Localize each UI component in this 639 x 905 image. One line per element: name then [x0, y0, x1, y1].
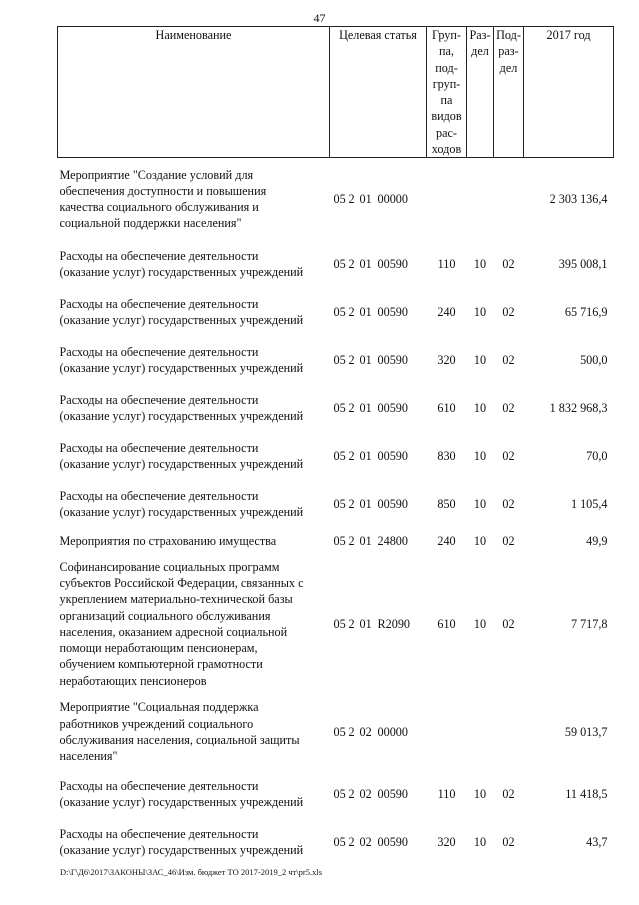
row-name-line: неработающих пенсионеров: [59, 673, 207, 688]
section-cell: 10: [473, 256, 487, 271]
subsection-cell: 02: [502, 448, 515, 463]
row-name-line: Мероприятия по страхованию имущества: [59, 533, 277, 548]
row-name-line: Расходы на обеспечение деятельности: [59, 248, 259, 263]
table-row: [58, 240, 614, 288]
row-name-cell: [58, 288, 330, 336]
row-name-line: Мероприятие "Создание условий для: [59, 167, 254, 182]
target-article-cell: [330, 384, 427, 432]
expense-group-cell: [427, 158, 467, 240]
subsection-cell: 02: [502, 786, 515, 801]
row-name-line: (оказание услуг) государственных учреждений: [59, 794, 304, 809]
target-article-cell: [330, 432, 427, 480]
direction-code: 00590: [377, 304, 408, 319]
header-line: раз-: [498, 44, 519, 59]
row-name-line: (оказание услуг) государственных учреждений: [59, 312, 304, 327]
measure-code: 02: [359, 724, 372, 739]
header-line: па,: [439, 44, 454, 59]
amount-2017-cell: 43,7: [586, 834, 608, 849]
footer-file-path: D:\Г\Д6\2017\ЗАКОНЫ\ЗАС_46\Изм. бюджет ТО 2017-2019_2 чт\pr5.xls: [60, 867, 323, 877]
row-name-line: помощи неработающим пенсионерам,: [59, 641, 258, 656]
direction-code: 00000: [377, 191, 408, 206]
program-code: 05: [333, 191, 346, 206]
direction-code: 00590: [377, 400, 408, 415]
table-row: [58, 528, 614, 554]
program-code: 05: [333, 400, 346, 415]
direction-code: 00590: [377, 352, 408, 367]
expense-group-cell: 850: [437, 496, 456, 511]
row-name-line: Расходы на обеспечение деятельности: [59, 778, 259, 793]
header-line: дел: [471, 44, 489, 59]
row-name-line: Расходы на обеспечение деятельности: [59, 826, 259, 841]
header-line: видов: [431, 109, 462, 124]
direction-code: 00000: [377, 724, 408, 739]
table-row: [58, 336, 614, 384]
subprogram-code: 2: [348, 304, 355, 319]
subprogram-code: 2: [348, 786, 355, 801]
target-article-cell: [330, 480, 427, 528]
program-code: 05: [333, 834, 346, 849]
header-line: рас-: [436, 125, 457, 140]
row-name-line: (оказание услуг) государственных учреждений: [59, 360, 304, 375]
measure-code: 01: [359, 256, 372, 271]
target-article-cell: [330, 336, 427, 384]
header-line: Под-: [496, 28, 521, 42]
program-code: 05: [333, 724, 346, 739]
row-name-line: организаций социального обслуживания: [59, 608, 271, 623]
row-name-cell: [58, 384, 330, 432]
amount-2017-cell: 1 832 968,3: [549, 400, 608, 415]
page-number: 47: [313, 11, 326, 25]
header-line: ходов: [431, 142, 462, 157]
table-row: [58, 554, 614, 694]
measure-code: 01: [359, 496, 372, 511]
section-cell: 10: [473, 496, 487, 511]
program-code: 05: [333, 448, 346, 463]
subprogram-code: 2: [348, 448, 355, 463]
program-code: 05: [333, 496, 346, 511]
expense-group-cell: 830: [437, 448, 456, 463]
target-article-cell: [330, 288, 427, 336]
target-article-cell: [330, 158, 427, 240]
amount-2017-cell: 11 418,5: [565, 786, 608, 801]
table-row: [58, 694, 614, 770]
subsection-cell: 02: [502, 352, 515, 367]
program-code: 05: [333, 304, 346, 319]
measure-code: 02: [359, 786, 372, 801]
measure-code: 01: [359, 304, 372, 319]
target-article-cell: [330, 528, 427, 554]
expense-group-cell: [427, 694, 467, 770]
section-cell: 10: [473, 400, 487, 415]
expense-group-cell: 110: [437, 256, 456, 271]
header-group: [427, 27, 467, 158]
row-name-line: Расходы на обеспечение деятельности: [59, 488, 259, 503]
direction-code: 00590: [377, 496, 408, 511]
row-name-line: Софинансирование социальных программ: [59, 559, 280, 574]
row-name-line: (оказание услуг) государственных учреждений: [59, 264, 304, 279]
header-target-article: Целевая статья: [330, 27, 427, 158]
header-name: Наименование: [58, 27, 330, 158]
header-line: па: [440, 93, 453, 108]
row-name-line: Мероприятие "Социальная поддержка: [59, 700, 259, 715]
row-name-line: населения": [59, 749, 118, 764]
amount-2017-cell: 70,0: [586, 448, 608, 463]
amount-2017-cell: 7 717,8: [570, 616, 608, 631]
measure-code: 01: [359, 191, 372, 206]
section-cell: 10: [473, 616, 487, 631]
measure-code: 01: [359, 533, 372, 548]
row-name-line: обучением компьютерной грамотности: [59, 657, 263, 672]
measure-code: 01: [359, 352, 372, 367]
header-line: Раз-: [469, 28, 491, 42]
amount-2017-cell: 1 105,4: [570, 496, 608, 511]
subsection-cell: 02: [502, 616, 515, 631]
subsection-cell: [494, 158, 524, 240]
row-name-line: Расходы на обеспечение деятельности: [59, 296, 259, 311]
target-article-cell: [330, 554, 427, 694]
subsection-cell: 02: [502, 304, 515, 319]
section-cell: 10: [473, 786, 487, 801]
table-row: [58, 384, 614, 432]
row-name-cell: [58, 554, 330, 694]
row-name-cell: [58, 240, 330, 288]
row-name-line: работников учреждений социального: [59, 716, 254, 731]
header-subsection: [494, 27, 524, 158]
row-name-line: (оказание услуг) государственных учреждений: [59, 408, 304, 423]
subprogram-code: 2: [348, 400, 355, 415]
section-cell: [467, 694, 494, 770]
header-line: груп-: [432, 76, 461, 91]
target-article-cell: [330, 818, 427, 866]
row-name-line: (оказание услуг) государственных учреждений: [59, 842, 304, 857]
subsection-cell: 02: [502, 533, 515, 548]
amount-2017-cell: 500,0: [580, 352, 608, 367]
amount-2017-cell: 2 303 136,4: [549, 191, 608, 206]
row-name-cell: [58, 432, 330, 480]
measure-code: 01: [359, 616, 372, 631]
expense-group-cell: 320: [437, 352, 456, 367]
amount-2017-cell: 49,9: [586, 533, 608, 548]
row-name-line: субъектов Российской Федерации, связанных с: [59, 575, 304, 590]
subsection-cell: 02: [502, 834, 515, 849]
program-code: 05: [333, 786, 346, 801]
program-code: 05: [333, 256, 346, 271]
direction-code: 00590: [377, 256, 408, 271]
row-name-line: укреплением материально-технической базы: [59, 592, 293, 607]
header-line: под-: [435, 60, 458, 75]
measure-code: 01: [359, 400, 372, 415]
subprogram-code: 2: [348, 533, 355, 548]
row-name-cell: [58, 480, 330, 528]
amount-2017-cell: 395 008,1: [558, 256, 608, 271]
row-name-line: социальной поддержки населения": [59, 216, 242, 231]
section-cell: [467, 158, 494, 240]
row-name-line: населения, оказанием адресной социальной: [59, 624, 288, 639]
amount-2017-cell: 65 716,9: [564, 304, 608, 319]
program-code: 05: [333, 533, 346, 548]
table-row: [58, 432, 614, 480]
direction-code: 00590: [377, 448, 408, 463]
section-cell: 10: [473, 304, 487, 319]
direction-code: R2090: [377, 616, 411, 631]
row-name-line: обслуживания населения, социальной защиты: [59, 732, 300, 747]
section-cell: 10: [473, 352, 487, 367]
subprogram-code: 2: [348, 496, 355, 511]
table-row: [58, 480, 614, 528]
direction-code: 00590: [377, 786, 408, 801]
subprogram-code: 2: [348, 352, 355, 367]
amount-2017-cell: 59 013,7: [564, 724, 608, 739]
table-row: [58, 158, 614, 240]
row-name-line: обеспечения доступности и повышения: [59, 183, 267, 198]
row-name-cell: [58, 818, 330, 866]
subsection-cell: 02: [502, 496, 515, 511]
target-article-cell: [330, 694, 427, 770]
expense-group-cell: 240: [437, 533, 456, 548]
section-cell: 10: [473, 448, 487, 463]
row-name-cell: [58, 528, 330, 554]
row-name-cell: [58, 770, 330, 818]
expense-group-cell: 610: [437, 616, 456, 631]
subprogram-code: 2: [348, 191, 355, 206]
row-name-cell: [58, 158, 330, 240]
direction-code: 00590: [377, 834, 408, 849]
row-name-cell: [58, 336, 330, 384]
subprogram-code: 2: [348, 616, 355, 631]
subsection-cell: 02: [502, 400, 515, 415]
measure-code: 02: [359, 834, 372, 849]
section-cell: 10: [473, 533, 487, 548]
header-year-2017: 2017 год: [524, 27, 614, 158]
section-cell: 10: [473, 834, 487, 849]
row-name-line: Расходы на обеспечение деятельности: [59, 392, 259, 407]
program-code: 05: [333, 352, 346, 367]
row-name-cell: [58, 694, 330, 770]
table-header-row: [58, 27, 614, 158]
measure-code: 01: [359, 448, 372, 463]
expense-group-cell: 320: [437, 834, 456, 849]
table-row: [58, 770, 614, 818]
table-row: [58, 288, 614, 336]
row-name-line: (оказание услуг) государственных учреждений: [59, 456, 304, 471]
subsection-cell: 02: [502, 256, 515, 271]
direction-code: 24800: [377, 533, 408, 548]
table-row: [58, 818, 614, 866]
subprogram-code: 2: [348, 834, 355, 849]
expense-group-cell: 240: [437, 304, 456, 319]
table-body: [58, 158, 614, 866]
budget-table: [57, 26, 614, 866]
header-line: дел: [499, 60, 518, 75]
subsection-cell: [494, 694, 524, 770]
row-name-line: Расходы на обеспечение деятельности: [59, 344, 259, 359]
subprogram-code: 2: [348, 724, 355, 739]
program-code: 05: [333, 616, 346, 631]
row-name-line: (оказание услуг) государственных учреждений: [59, 504, 304, 519]
expense-group-cell: 610: [437, 400, 456, 415]
subprogram-code: 2: [348, 256, 355, 271]
row-name-line: Расходы на обеспечение деятельности: [59, 440, 259, 455]
row-name-line: качества социального обслуживания и: [59, 200, 259, 215]
header-line: Груп-: [432, 28, 461, 42]
target-article-cell: [330, 240, 427, 288]
expense-group-cell: 110: [437, 786, 456, 801]
target-article-cell: [330, 770, 427, 818]
header-section: [467, 27, 494, 158]
